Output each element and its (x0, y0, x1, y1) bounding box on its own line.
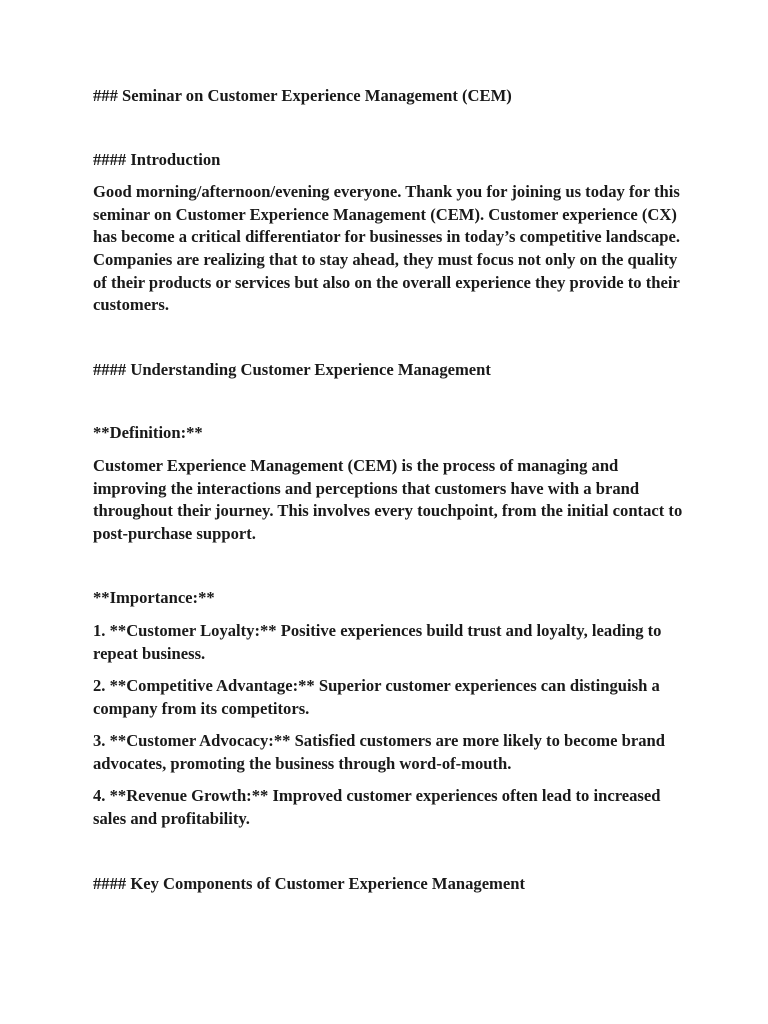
understanding-heading: #### Understanding Customer Experience Management (93, 359, 491, 379)
importance-item-competitive-advantage: 2. **Competitive Advantage:** Superior customer experiences can distinguish a company from its competitors. (93, 676, 660, 718)
document-page (93, 85, 683, 905)
document-title: ### Seminar on Customer Experience Management (CEM) (93, 86, 512, 105)
key-components-heading: #### Key Components of Customer Experience Management (93, 873, 525, 893)
importance-item-customer-advocacy: 3. **Customer Advocacy:** Satisfied customers are more likely to become brand advocates, promoting the business through word-of-mouth. (93, 731, 665, 773)
introduction-heading: #### Introduction (93, 149, 221, 169)
definition-label: **Definition:** (93, 423, 203, 443)
importance-item-revenue-growth: 4. **Revenue Growth:** Improved customer experiences often lead to increased sales and profitability. (93, 786, 661, 829)
importance-item-customer-loyalty: 1. **Customer Loyalty:** Positive experiences build trust and loyalty, leading to repeat business. (93, 620, 662, 663)
importance-label: **Importance:** (93, 588, 215, 608)
introduction-paragraph: Good morning/afternoon/evening everyone. Thank you for joining us today for this seminar on Customer Experience Management (CEM). Customer experience (CX) has become a critical differentiator for businesses in today’s competitive landscape. Companies are realizing that to stay ahead, they must focus not only on the quality of their products or services but also on the overall experience they provide to their customers. (93, 182, 681, 315)
definition-paragraph: Customer Experience Management (CEM) is the process of managing and improving the interactions and perceptions that customers have with a brand throughout their journey. This involves every touchpoint, from the initial contact to post-purchase support. (93, 455, 683, 543)
